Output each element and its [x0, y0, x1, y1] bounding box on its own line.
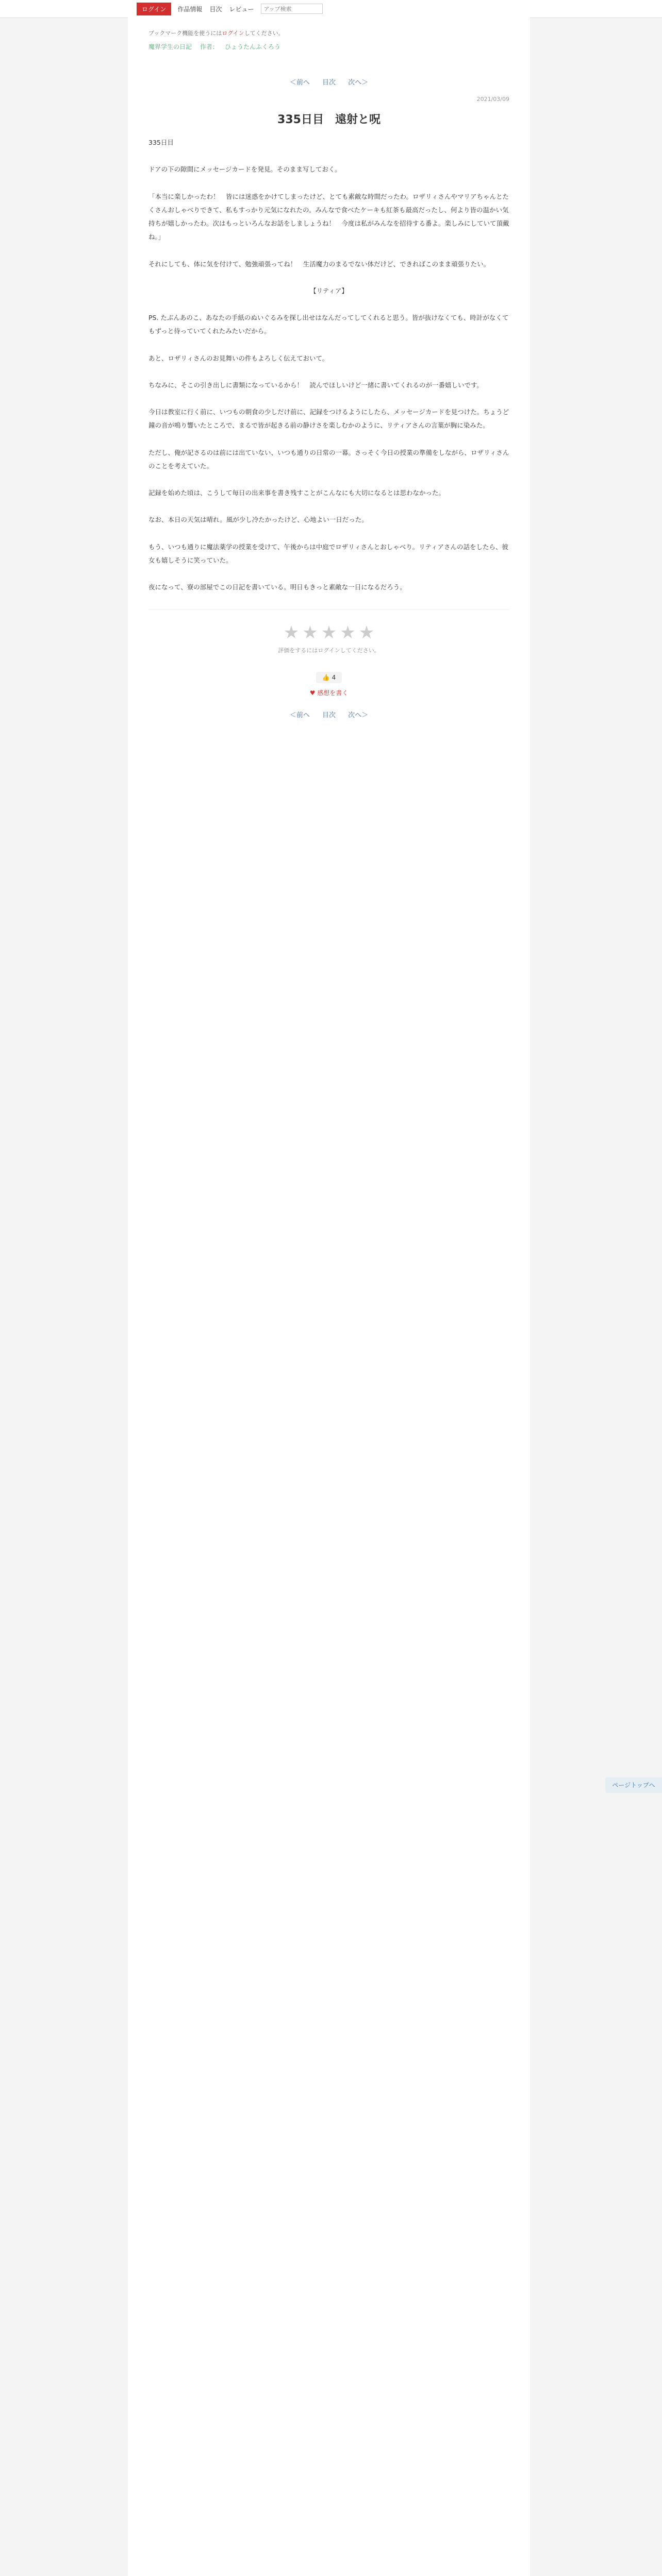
- search-input[interactable]: [261, 4, 323, 14]
- rating-note: 評価をするにはログインしてください。: [278, 647, 380, 654]
- body-paragraph: ちなみに、そこの引き出しに書類になっているから！ 読んでほしいけど一緒に書いてくれるのが一番嬉しいです。: [148, 381, 484, 389]
- thumb-icon: 👍: [322, 674, 330, 682]
- body-paragraph: 【リティア】: [310, 286, 348, 295]
- body-paragraph: なお、本日の天気は晴れ。風が少し冷たかったけど、心地よい一日だった。: [148, 516, 368, 524]
- episode-nav-top: [148, 77, 509, 87]
- body-paragraph: 今日は教室に行く前に、いつもの朝食の少しだけ前に、記録をつけるようにしたら、メッセージカードを見つけた。ちょうど鐘の音が鳴り響いたところで、まるで皆が起きる前の静けさを楽しむかのように、リティアさんの言葉が胸に染みた。: [148, 408, 509, 430]
- star-icon[interactable]: ★: [321, 622, 337, 643]
- prev-link[interactable]: ＜前へ: [289, 79, 310, 87]
- review-link[interactable]: ♥ 感想を書く: [309, 689, 349, 697]
- next-link[interactable]: 次へ＞: [348, 79, 369, 87]
- toc-link[interactable]: 目次: [322, 711, 336, 720]
- author-link[interactable]: ひょうたんふくろう: [224, 43, 280, 50]
- body-paragraph: もう、いつも通りに魔法薬学の授業を受けて、午後からは中庭でロザリィさんとおしゃべり。リティアさんの話をしたら、彼女も嬉しそうに笑っていた。: [148, 543, 509, 564]
- top-bar: [0, 0, 662, 18]
- bookmark-note: ブックマーク機能を使うにはログインしてください。: [148, 30, 284, 37]
- body-paragraph: 夜になって、寮の部屋でこの日記を書いている。明日もきっと素敵な一日になるだろう。: [148, 583, 406, 591]
- episode-page: [128, 18, 530, 2576]
- author-label: 作者：: [200, 43, 219, 50]
- page-top-button[interactable]: ページトップへ: [605, 1777, 662, 1793]
- episode-title: 335日目 遠射と呪: [277, 113, 380, 126]
- login-link[interactable]: ログイン: [222, 30, 244, 37]
- nav-review[interactable]: レビュー: [229, 5, 254, 13]
- body-paragraph: 「本当に楽しかったわ！ 皆には迷惑をかけてしまったけど、とても素敵な時間だったわ。ロザリィさんやマリアちゃんとたくさんおしゃべりできて、私もすっかり元気になれたの。みんなで食べたケーキも紅茶も最高だったし、何より皆の温かい気持ちが嬉しかったわ。次はもっといろんなお話をしましょうね！ 今度は私がみんなを招待する番よ。楽しみにしていて頂戴ね。」: [148, 192, 509, 241]
- login-button[interactable]: ログイン: [137, 3, 171, 15]
- body-paragraph: ドアの下の隙間にメッセージカードを発見。そのまま写しておく。: [148, 165, 341, 174]
- nav-work-info[interactable]: 作品情報: [177, 5, 203, 13]
- likes-row: [148, 672, 509, 683]
- body-paragraph: あと、ロザリィさんのお見舞いの件もよろしく伝えておいて。: [148, 354, 329, 362]
- star-icon[interactable]: ★: [340, 622, 356, 643]
- star-icon[interactable]: ★: [358, 622, 375, 643]
- body-paragraph: 335日目: [148, 139, 174, 146]
- body-paragraph: PS. たぶんあのこ、あなたの手紙のぬいぐるみを探し出せはなんだってしてくれると思う。皆が抜けなくても、時計がなくてもずっと待っていてくれたみたいだから。: [148, 314, 509, 335]
- next-link[interactable]: 次へ＞: [348, 711, 369, 720]
- body-paragraph: ただし、俺が記さるのは前には出ていない、いつも通りの日常の一幕。さっそく今日の授業の準備をしながら、ロザリィさんのことを考えていた。: [148, 448, 509, 470]
- work-meta: [148, 42, 509, 51]
- toc-link[interactable]: 目次: [322, 79, 336, 87]
- like-button[interactable]: [316, 672, 342, 683]
- episode-body: [148, 136, 509, 594]
- star-rating[interactable]: [148, 622, 509, 643]
- star-icon[interactable]: ★: [283, 622, 300, 643]
- episode-nav-bottom: [148, 709, 509, 719]
- rating-section: [148, 609, 509, 667]
- nav-toc[interactable]: 目次: [209, 5, 222, 13]
- body-paragraph: それにしても、体に気を付けて、勉強頑張ってね！ 生活魔力のまるでない体だけど、できればこのまま頑張りたい。: [148, 260, 490, 268]
- publish-date: 2021/03/09: [476, 96, 509, 103]
- like-count: 4: [332, 674, 336, 682]
- work-title-link[interactable]: 魔界学生の日記: [148, 43, 192, 50]
- body-paragraph: 記録を始めた頃は、こうして毎日の出来事を書き残すことがこんなにも大切になるとは思わなかった。: [148, 489, 445, 497]
- star-icon[interactable]: ★: [302, 622, 318, 643]
- prev-link[interactable]: ＜前へ: [289, 711, 310, 720]
